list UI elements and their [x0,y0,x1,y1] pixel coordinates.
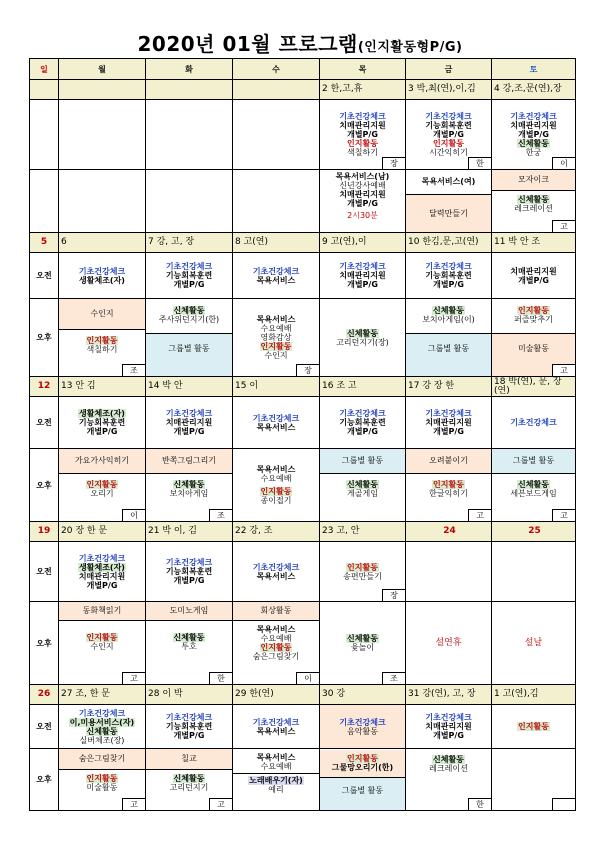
staff-box: 장 [382,157,405,169]
weekday-header [30,59,576,80]
program-cell: 기초건강체크 기능회복훈련 개별P/G 인지활동 시간익히기 한 [406,100,492,170]
day-sun: 일 [30,59,59,80]
day-mon: 월 [59,59,146,80]
program-cell: 기초건강체크 치매관리지원 개별P/G 인지활동 색칠하기 장 [320,100,406,170]
title-sub: (인지활동형P/G) [357,40,463,55]
day-fri: 금 [406,59,492,80]
week4-pm: 오후 동화책읽기 인지활동 수인지 고 도미노게임 신체활동 투호 한 회상활동 목욕서비스 수요예배 인지활동 숨은그림찾기 이 신체활동 윷놀이 조 설연휴 설날 [30,602,576,685]
week1-pm [30,170,576,233]
week5-pm: 오후 숨은그림찾기 인지활동 미술활동 고 칠교 신체활동 고리던지기 고 목욕서비스 수요예배 노래배우기(자) 예리 인지활동 그물망오리기(한) 그룹별 활동 신체활동 레크레이션 한 [30,749,576,811]
day-sat: 토 [492,59,576,80]
title-main: 2020년 01월 프로그램 [137,32,358,56]
week3-am: 오전 생활체조(자) 기능회복훈련 개별P/G 기초건강체크 치매관리지원 개별P/G 기초건강체크 목욕서비스 기초건강체크 기능회복훈련 개별P/G 기초건강체크 치매관리지원 개별P/G 기초건강체크 [30,397,576,449]
day-wed: 수 [233,59,320,80]
week4-am: 오전 기초건강체크 생활체조(자) 치매관리지원 개별P/G 기초건강체크 기능회복훈련 개별P/G 기초건강체크 목욕서비스 인지활동 송편만들기 장 [30,542,576,602]
week2-pm: 오후 수인지 인지활동 색칠하기 조 신체활동 주사위던지기(한) 그룹별 활동 목욕서비스 수요예배 영화감상 인지활동 수인지 장 신체활동 고리던지기(장) 신체활동 보치아게임(이) 그룹별 활동 인지활동 퍼즐맞추기 미술활동 고 [30,299,576,377]
page-title [0,28,600,57]
program-cell: 모자이크 신체활동 레크레이션 고 [492,170,576,233]
week3-dates: 12 13 안 김 14 박 안 15 이 16 조 고 17 강 장 한 18 박(연), 문, 장(연) [30,377,576,397]
program-calendar [29,58,576,811]
program-cell: 목욕서비스(여) 달력만들기 [406,170,492,233]
staff-box: 고 [552,220,575,232]
date-cell: 3 박,최(연),이,김 [406,80,492,100]
week2-am: 오전 기초건강체크 생활체조(자) 기초건강체크 기능회복훈련 개별P/G 기초건강체크 목욕서비스 기초건강체크 치매관리지원 개별P/G 기초건강체크 기능회복훈련 개별P/G 치매관리지원 개별P/G [30,253,576,299]
date-cell: 4 강,조,문(연),장 [492,80,576,100]
week4-dates: 19 20 장 한 문 21 박 이, 김 22 강, 조 23 고, 안 24 25 [30,522,576,542]
week5-am: 오전 기초건강체크 이,미용서비스(자) 신체활동 실버체조(장) 기초건강체크 기능회복훈련 개별P/G 기초건강체크 목욕서비스 기초건강체크 음악활동 기초건강체크 치매관리지원 개별P/G 인지활동 [30,705,576,749]
day-tue: 화 [146,59,233,80]
date-cell: 2 한,고,휴 [320,80,406,100]
staff-box: 이 [552,157,575,169]
week1-am [30,100,576,170]
week1-dates [30,80,576,100]
week3-pm: 오후 가요가사익히기 인지활동 오리기 이 반쪽그림그리기 신체활동 보치아게임 조 목욕서비스 수요예배 인지활동 종이접기 그룹별 활동 신체활동 게골게임 오려붙이기 인지활동 한글익히기 고 그룹별 활동 신체활동 세븐보드게임 고 [30,449,576,522]
program-cell: 기초건강체크 치매관리지원 개별P/G 신체활동 한궁 이 [492,100,576,170]
day-thu: 목 [320,59,406,80]
staff-box: 한 [468,157,491,169]
program-cell: 목욕서비스(남) 신년강사예배 치매관리지원 개별P/G 2시30분 [320,170,406,233]
week5-dates: 26 27 조, 한 문 28 이 박 29 한(연) 30 강 31 강(연), 고, 장 1 고(연),김 [30,685,576,705]
week2-dates: 5 6 7 강, 고, 장 8 고(연) 9 고(연),이 10 한김,문,고(연) 11 박 안 조 [30,233,576,253]
